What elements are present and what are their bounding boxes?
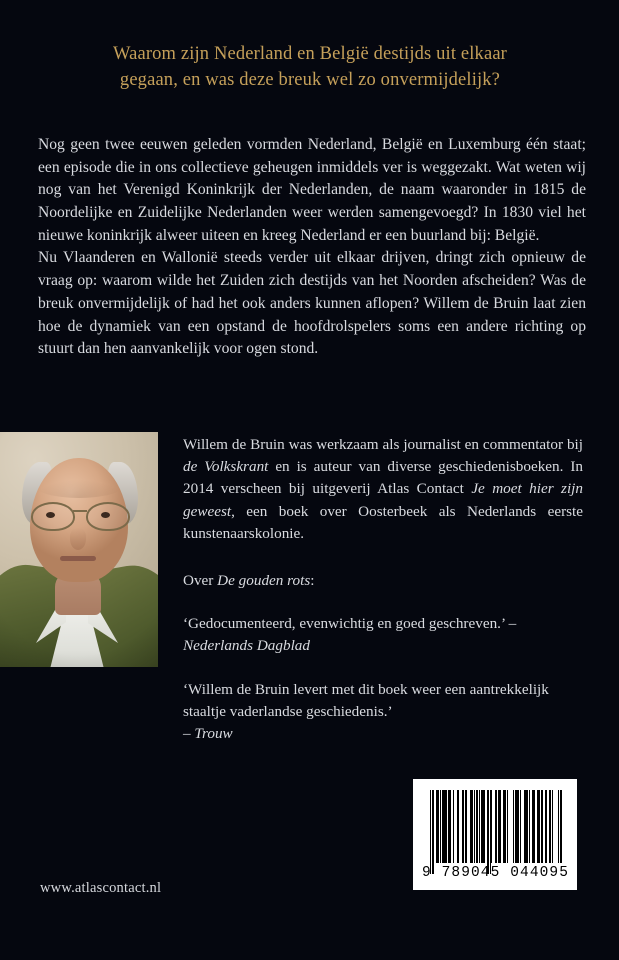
bio-italic-booktitle: Je moet hier zijn geweest (183, 480, 583, 520)
bio-part-3: , een boek over Oosterbeek als Nederlands eerste kunstenaarskolonie. (183, 502, 583, 542)
quote-1-source: Nederlands Dagblad (183, 637, 310, 655)
quote-2-dash: – (183, 724, 195, 742)
reviews-intro (183, 570, 583, 592)
author-bio (183, 434, 583, 545)
barcode-bar (560, 790, 561, 863)
publisher-website[interactable]: www.atlascontact.nl (40, 880, 162, 896)
author-portrait-photo (0, 432, 158, 667)
headline-line-2: gegaan, en was deze breuk wel zo onvermijdelijk? (119, 69, 501, 90)
barcode-digits: 9 789045 044095 (422, 865, 570, 881)
isbn-barcode (413, 779, 577, 890)
bio-italic-volkskrant: de Volkskrant (183, 458, 269, 476)
reviews-intro-prefix: Over (183, 571, 218, 589)
headline-line-1: Waarom zijn Nederland en België destijds uit elkaar (112, 44, 507, 64)
author-and-reviews-column (183, 434, 583, 745)
review-quote-1 (183, 613, 583, 657)
blurb-paragraph-2: Nu Vlaanderen en Wallonië steeds verder uit elkaar drijven, dringt zich opnieuw de vraag op: waarom wilde het Zuiden zich destijds van het Noorden afscheiden? Was de breuk onvermijdelijk of had het ook anders kunnen aflopen? Willem de Bruin laat zien hoe de dynamiek van een opstand de hoofdrolspelers soms een andere richting op stuurt dan hen aanvankelijk voor ogen stond. (38, 249, 586, 358)
bio-part-2: en is auteur van diverse geschiedenisboeken. In 2014 verscheen bij uitgeverij Atlas Contact (183, 458, 583, 498)
cover-blurb (38, 134, 586, 361)
spacer (183, 592, 583, 613)
barcode-bars (430, 790, 561, 863)
blurb-paragraph-1: Nog geen twee eeuwen geleden vormden Nederland, België en Luxemburg één staat; een episode die in ons collectieve geheugen inmiddels ver is weggezakt. Wat weten wij nog van het Verenigd Koninkrijk der Nederlanden, de naam waaronder in 1815 de Noordelijke en Zuidelijke Nederlanden weer werden samengevoegd? In 1830 viel het nieuwe koninkrijk alweer uiteen en kreeg Nederland er een buurland bij: België. (38, 136, 586, 244)
review-quote-2 (183, 679, 583, 746)
spacer (183, 545, 583, 570)
cover-headline (40, 42, 580, 93)
reviews-intro-suffix: : (310, 571, 315, 589)
bio-part-1: Willem de Bruin was werkzaam als journalist en commentator bij (183, 436, 583, 453)
quote-1-text: ‘Gedocumenteerd, evenwichtig en goed geschreven.’ – (183, 615, 517, 633)
quote-2-source: Trouw (194, 724, 233, 742)
quote-2-text: ‘Willem de Bruin levert met dit boek weer een aantrekkelijk staaltje vaderlandse geschiedenis.’ (183, 680, 549, 720)
reviews-intro-title: De gouden rots (217, 571, 311, 589)
spacer (183, 658, 583, 679)
portrait-vignette (0, 432, 158, 667)
